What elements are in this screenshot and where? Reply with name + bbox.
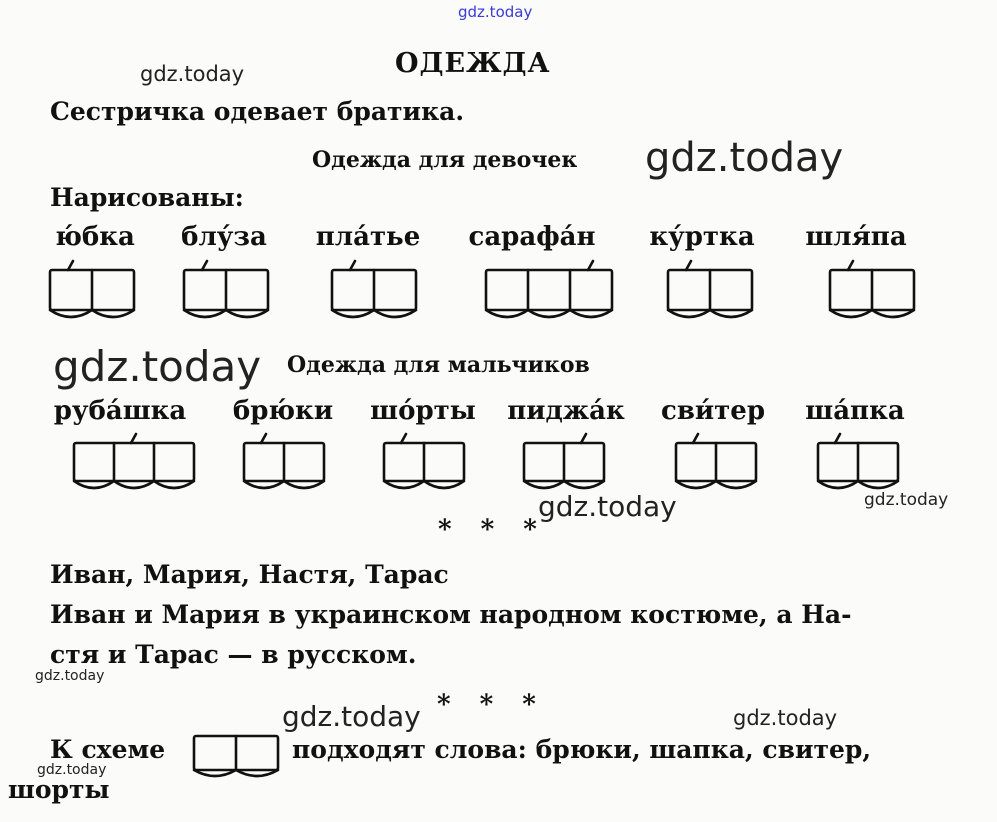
girls-word: ю́бка bbox=[55, 222, 135, 252]
page-title: ОДЕЖДА bbox=[395, 48, 551, 79]
boys-word: брю́ки bbox=[232, 396, 334, 426]
girls-heading: Одежда для девочек bbox=[312, 147, 578, 173]
watermark-top: gdz.today bbox=[458, 3, 533, 21]
watermark: gdz.today bbox=[37, 762, 107, 778]
watermark: gdz.today bbox=[538, 490, 677, 523]
girls-word: ку́ртка bbox=[649, 222, 755, 252]
syllable-scheme bbox=[240, 433, 328, 495]
syllable-scheme bbox=[328, 260, 420, 324]
syllable-scheme bbox=[180, 260, 272, 324]
girls-word: блу́за bbox=[181, 222, 267, 252]
girls-word: сарафа́н bbox=[468, 222, 596, 252]
boys-heading: Одежда для мальчиков bbox=[287, 352, 590, 378]
syllable-scheme bbox=[826, 260, 918, 324]
syllable-scheme bbox=[70, 433, 198, 495]
syllable-scheme bbox=[664, 260, 756, 324]
drawn-label: Нарисованы: bbox=[50, 183, 244, 212]
watermark: gdz.today bbox=[35, 668, 105, 684]
intro-line: Сестричка одевает братика. bbox=[50, 97, 465, 126]
syllable-scheme bbox=[672, 433, 760, 495]
separator: * * * bbox=[437, 690, 546, 720]
boys-word: руба́шка bbox=[53, 396, 187, 426]
scheme-suffix: подходят слова: брюки, шапка, свитер, bbox=[292, 735, 872, 764]
names-line: Иван, Мария, Настя, Тарас bbox=[50, 560, 449, 589]
watermark: gdz.today bbox=[733, 706, 838, 730]
girls-word: пла́тье bbox=[315, 222, 421, 252]
separator: * * * bbox=[438, 515, 547, 545]
watermark: gdz.today bbox=[140, 62, 245, 86]
watermark: gdz.today bbox=[282, 700, 421, 733]
boys-word: сви́тер bbox=[660, 396, 765, 426]
boys-word: ша́пка bbox=[805, 396, 905, 426]
watermark: gdz.today bbox=[645, 135, 844, 181]
girls-word: шля́па bbox=[805, 222, 907, 252]
syllable-scheme bbox=[482, 260, 616, 324]
syllable-scheme bbox=[46, 260, 138, 324]
syllable-scheme bbox=[520, 433, 608, 495]
costume-line-1: Иван и Мария в украинском народном костюме, а На- bbox=[50, 600, 852, 629]
syllable-scheme bbox=[380, 433, 468, 495]
scheme-prefix: К схеме bbox=[50, 735, 166, 764]
syllable-scheme-icon bbox=[190, 732, 282, 784]
boys-word: шо́рты bbox=[370, 396, 476, 426]
watermark: gdz.today bbox=[53, 342, 262, 391]
syllable-scheme bbox=[814, 433, 902, 495]
boys-word: пиджа́к bbox=[507, 396, 625, 426]
costume-line-2: стя и Тарас — в русском. bbox=[50, 640, 417, 669]
scheme-line-2: шорты bbox=[8, 775, 110, 804]
watermark: gdz.today bbox=[864, 490, 949, 510]
